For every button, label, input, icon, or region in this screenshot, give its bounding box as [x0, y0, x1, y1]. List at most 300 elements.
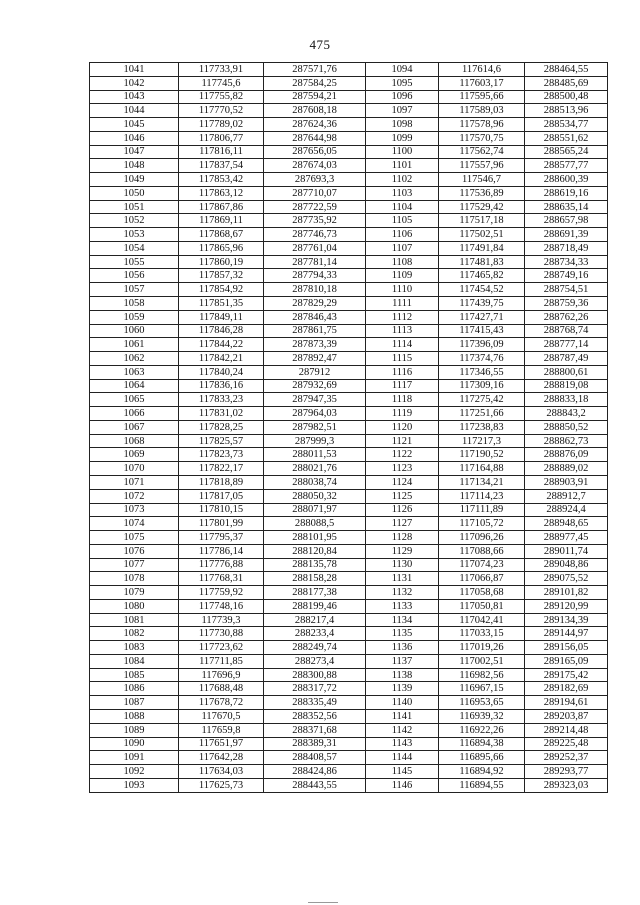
table-row: [90, 627, 608, 641]
table-row: [90, 778, 608, 792]
point-number-cell: 1082: [90, 627, 179, 641]
y-coordinate-cell: 288249,74: [264, 641, 366, 655]
x-coordinate-cell: 117801,99: [179, 517, 264, 531]
y-coordinate-cell: 288718,49: [525, 241, 608, 255]
point-number-cell: 1100: [366, 145, 439, 159]
y-coordinate-cell: 287873,39: [264, 338, 366, 352]
x-coordinate-cell: 117651,97: [179, 737, 264, 751]
y-coordinate-cell: 288317,72: [264, 682, 366, 696]
x-coordinate-cell: 117164,88: [439, 462, 525, 476]
point-number-cell: 1090: [90, 737, 179, 751]
y-coordinate-cell: 288577,77: [525, 159, 608, 173]
table-row: [90, 503, 608, 517]
point-number-cell: 1116: [366, 365, 439, 379]
x-coordinate-cell: 116939,32: [439, 709, 525, 723]
point-number-cell: 1138: [366, 668, 439, 682]
table-row: [90, 241, 608, 255]
x-coordinate-cell: 117642,28: [179, 751, 264, 765]
x-coordinate-cell: 117795,37: [179, 531, 264, 545]
y-coordinate-cell: 288734,33: [525, 255, 608, 269]
y-coordinate-cell: 289203,87: [525, 709, 608, 723]
x-coordinate-cell: 116922,26: [439, 723, 525, 737]
y-coordinate-cell: 288158,28: [264, 572, 366, 586]
point-number-cell: 1130: [366, 558, 439, 572]
point-number-cell: 1067: [90, 420, 179, 434]
y-coordinate-cell: 288635,14: [525, 200, 608, 214]
x-coordinate-cell: 117828,25: [179, 420, 264, 434]
x-coordinate-cell: 117546,7: [439, 173, 525, 187]
table-row: [90, 517, 608, 531]
table-row: [90, 613, 608, 627]
y-coordinate-cell: 288843,2: [525, 407, 608, 421]
y-coordinate-cell: 288889,02: [525, 462, 608, 476]
point-number-cell: 1056: [90, 269, 179, 283]
table-row: [90, 269, 608, 283]
x-coordinate-cell: 117770,52: [179, 104, 264, 118]
y-coordinate-cell: 288903,91: [525, 475, 608, 489]
x-coordinate-cell: 117042,41: [439, 613, 525, 627]
point-number-cell: 1106: [366, 228, 439, 242]
x-coordinate-cell: 117789,02: [179, 118, 264, 132]
table-row: [90, 118, 608, 132]
point-number-cell: 1104: [366, 200, 439, 214]
x-coordinate-cell: 117557,96: [439, 159, 525, 173]
y-coordinate-cell: 288071,97: [264, 503, 366, 517]
x-coordinate-cell: 117050,81: [439, 599, 525, 613]
point-number-cell: 1068: [90, 434, 179, 448]
y-coordinate-cell: 288424,86: [264, 765, 366, 779]
point-number-cell: 1080: [90, 599, 179, 613]
point-number-cell: 1124: [366, 475, 439, 489]
point-number-cell: 1053: [90, 228, 179, 242]
x-coordinate-cell: 117730,88: [179, 627, 264, 641]
y-coordinate-cell: 288199,46: [264, 599, 366, 613]
table-row: [90, 751, 608, 765]
y-coordinate-cell: 287999,3: [264, 434, 366, 448]
x-coordinate-cell: 117134,21: [439, 475, 525, 489]
y-coordinate-cell: 287656,05: [264, 145, 366, 159]
table-row: [90, 283, 608, 297]
y-coordinate-cell: 288011,53: [264, 448, 366, 462]
y-coordinate-cell: 288948,65: [525, 517, 608, 531]
point-number-cell: 1099: [366, 131, 439, 145]
x-coordinate-cell: 117825,57: [179, 434, 264, 448]
table-row: [90, 159, 608, 173]
y-coordinate-cell: 287674,03: [264, 159, 366, 173]
coordinates-table: [89, 62, 608, 793]
x-coordinate-cell: 117867,86: [179, 200, 264, 214]
point-number-cell: 1134: [366, 613, 439, 627]
y-coordinate-cell: 288534,77: [525, 118, 608, 132]
y-coordinate-cell: 288749,16: [525, 269, 608, 283]
y-coordinate-cell: 289175,42: [525, 668, 608, 682]
table-row: [90, 448, 608, 462]
table-row: [90, 654, 608, 668]
table-row: [90, 90, 608, 104]
y-coordinate-cell: 289214,48: [525, 723, 608, 737]
point-number-cell: 1128: [366, 531, 439, 545]
x-coordinate-cell: 117396,09: [439, 338, 525, 352]
table-row: [90, 668, 608, 682]
y-coordinate-cell: 288088,5: [264, 517, 366, 531]
table-row: [90, 352, 608, 366]
table-row: [90, 310, 608, 324]
table-row: [90, 379, 608, 393]
table-row: [90, 682, 608, 696]
x-coordinate-cell: 117759,92: [179, 586, 264, 600]
point-number-cell: 1098: [366, 118, 439, 132]
point-number-cell: 1042: [90, 76, 179, 90]
y-coordinate-cell: 288038,74: [264, 475, 366, 489]
y-coordinate-cell: 288135,78: [264, 558, 366, 572]
table-row: [90, 737, 608, 751]
point-number-cell: 1092: [90, 765, 179, 779]
point-number-cell: 1132: [366, 586, 439, 600]
y-coordinate-cell: 289101,82: [525, 586, 608, 600]
x-coordinate-cell: 117831,02: [179, 407, 264, 421]
point-number-cell: 1047: [90, 145, 179, 159]
point-number-cell: 1114: [366, 338, 439, 352]
point-number-cell: 1066: [90, 407, 179, 421]
y-coordinate-cell: 288300,88: [264, 668, 366, 682]
point-number-cell: 1054: [90, 241, 179, 255]
x-coordinate-cell: 117074,23: [439, 558, 525, 572]
x-coordinate-cell: 117806,77: [179, 131, 264, 145]
x-coordinate-cell: 117833,23: [179, 393, 264, 407]
point-number-cell: 1111: [366, 297, 439, 311]
y-coordinate-cell: 287892,47: [264, 352, 366, 366]
table-row: [90, 586, 608, 600]
point-number-cell: 1139: [366, 682, 439, 696]
point-number-cell: 1119: [366, 407, 439, 421]
table-row: [90, 63, 608, 77]
y-coordinate-cell: 288876,09: [525, 448, 608, 462]
y-coordinate-cell: 287761,04: [264, 241, 366, 255]
x-coordinate-cell: 117058,68: [439, 586, 525, 600]
y-coordinate-cell: 288513,96: [525, 104, 608, 118]
x-coordinate-cell: 117114,23: [439, 489, 525, 503]
point-number-cell: 1065: [90, 393, 179, 407]
y-coordinate-cell: 287932,69: [264, 379, 366, 393]
x-coordinate-cell: 117562,74: [439, 145, 525, 159]
x-coordinate-cell: 116982,56: [439, 668, 525, 682]
point-number-cell: 1088: [90, 709, 179, 723]
y-coordinate-cell: 287982,51: [264, 420, 366, 434]
y-coordinate-cell: 288565,24: [525, 145, 608, 159]
y-coordinate-cell: 288273,4: [264, 654, 366, 668]
x-coordinate-cell: 117869,11: [179, 214, 264, 228]
y-coordinate-cell: 289293,77: [525, 765, 608, 779]
y-coordinate-cell: 288833,18: [525, 393, 608, 407]
table-row: [90, 393, 608, 407]
y-coordinate-cell: 287608,18: [264, 104, 366, 118]
table-row: [90, 173, 608, 187]
x-coordinate-cell: 117853,42: [179, 173, 264, 187]
point-number-cell: 1059: [90, 310, 179, 324]
x-coordinate-cell: 117415,43: [439, 324, 525, 338]
point-number-cell: 1057: [90, 283, 179, 297]
y-coordinate-cell: 288551,62: [525, 131, 608, 145]
point-number-cell: 1045: [90, 118, 179, 132]
page-number: 475: [309, 37, 331, 52]
point-number-cell: 1109: [366, 269, 439, 283]
x-coordinate-cell: 117190,52: [439, 448, 525, 462]
x-coordinate-cell: 116894,38: [439, 737, 525, 751]
x-coordinate-cell: 117634,03: [179, 765, 264, 779]
point-number-cell: 1112: [366, 310, 439, 324]
y-coordinate-cell: 287693,3: [264, 173, 366, 187]
y-coordinate-cell: 288371,68: [264, 723, 366, 737]
y-coordinate-cell: 288217,4: [264, 613, 366, 627]
y-coordinate-cell: 287571,76: [264, 63, 366, 77]
point-number-cell: 1058: [90, 297, 179, 311]
x-coordinate-cell: 117860,19: [179, 255, 264, 269]
point-number-cell: 1126: [366, 503, 439, 517]
point-number-cell: 1046: [90, 131, 179, 145]
coordinates-table-body: [90, 63, 608, 793]
y-coordinate-cell: 289252,37: [525, 751, 608, 765]
y-coordinate-cell: 287710,07: [264, 186, 366, 200]
y-coordinate-cell: 289225,48: [525, 737, 608, 751]
x-coordinate-cell: 117863,12: [179, 186, 264, 200]
point-number-cell: 1049: [90, 173, 179, 187]
table-row: [90, 572, 608, 586]
x-coordinate-cell: 117816,11: [179, 145, 264, 159]
x-coordinate-cell: 117840,24: [179, 365, 264, 379]
x-coordinate-cell: 117614,6: [439, 63, 525, 77]
table-row: [90, 214, 608, 228]
point-number-cell: 1140: [366, 696, 439, 710]
point-number-cell: 1073: [90, 503, 179, 517]
point-number-cell: 1094: [366, 63, 439, 77]
x-coordinate-cell: 117836,16: [179, 379, 264, 393]
y-coordinate-cell: 288021,76: [264, 462, 366, 476]
table-row: [90, 462, 608, 476]
x-coordinate-cell: 117454,52: [439, 283, 525, 297]
x-coordinate-cell: 117019,26: [439, 641, 525, 655]
point-number-cell: 1043: [90, 90, 179, 104]
table-row: [90, 558, 608, 572]
y-coordinate-cell: 288352,56: [264, 709, 366, 723]
y-coordinate-cell: 288101,95: [264, 531, 366, 545]
point-number-cell: 1072: [90, 489, 179, 503]
table-row: [90, 76, 608, 90]
point-number-cell: 1074: [90, 517, 179, 531]
x-coordinate-cell: 117846,28: [179, 324, 264, 338]
y-coordinate-cell: 288485,69: [525, 76, 608, 90]
y-coordinate-cell: 289134,39: [525, 613, 608, 627]
table-row: [90, 641, 608, 655]
y-coordinate-cell: 287594,21: [264, 90, 366, 104]
y-coordinate-cell: 287912: [264, 365, 366, 379]
x-coordinate-cell: 117776,88: [179, 558, 264, 572]
point-number-cell: 1129: [366, 544, 439, 558]
y-coordinate-cell: 287735,92: [264, 214, 366, 228]
point-number-cell: 1142: [366, 723, 439, 737]
table-row: [90, 297, 608, 311]
point-number-cell: 1041: [90, 63, 179, 77]
y-coordinate-cell: 288657,98: [525, 214, 608, 228]
y-coordinate-cell: 289048,86: [525, 558, 608, 572]
x-coordinate-cell: 117536,89: [439, 186, 525, 200]
point-number-cell: 1127: [366, 517, 439, 531]
y-coordinate-cell: 288335,49: [264, 696, 366, 710]
point-number-cell: 1121: [366, 434, 439, 448]
table-row: [90, 200, 608, 214]
x-coordinate-cell: 117755,82: [179, 90, 264, 104]
point-number-cell: 1113: [366, 324, 439, 338]
x-coordinate-cell: 117810,15: [179, 503, 264, 517]
point-number-cell: 1086: [90, 682, 179, 696]
y-coordinate-cell: 289165,09: [525, 654, 608, 668]
table-row: [90, 255, 608, 269]
y-coordinate-cell: 288800,61: [525, 365, 608, 379]
y-coordinate-cell: 288768,74: [525, 324, 608, 338]
point-number-cell: 1136: [366, 641, 439, 655]
point-number-cell: 1050: [90, 186, 179, 200]
y-coordinate-cell: 289120,99: [525, 599, 608, 613]
x-coordinate-cell: 117723,62: [179, 641, 264, 655]
table-row: [90, 434, 608, 448]
point-number-cell: 1044: [90, 104, 179, 118]
y-coordinate-cell: 288177,38: [264, 586, 366, 600]
table-row: [90, 365, 608, 379]
x-coordinate-cell: 117088,66: [439, 544, 525, 558]
table-row: [90, 765, 608, 779]
x-coordinate-cell: 117739,3: [179, 613, 264, 627]
x-coordinate-cell: 117374,76: [439, 352, 525, 366]
x-coordinate-cell: 117851,35: [179, 297, 264, 311]
table-row: [90, 531, 608, 545]
x-coordinate-cell: 117818,89: [179, 475, 264, 489]
point-number-cell: 1131: [366, 572, 439, 586]
point-number-cell: 1125: [366, 489, 439, 503]
y-coordinate-cell: 287846,43: [264, 310, 366, 324]
x-coordinate-cell: 117439,75: [439, 297, 525, 311]
point-number-cell: 1052: [90, 214, 179, 228]
point-number-cell: 1075: [90, 531, 179, 545]
y-coordinate-cell: 287584,25: [264, 76, 366, 90]
y-coordinate-cell: 288233,4: [264, 627, 366, 641]
x-coordinate-cell: 117768,31: [179, 572, 264, 586]
table-row: [90, 723, 608, 737]
table-row: [90, 544, 608, 558]
y-coordinate-cell: 288120,84: [264, 544, 366, 558]
x-coordinate-cell: 117670,5: [179, 709, 264, 723]
y-coordinate-cell: 287810,18: [264, 283, 366, 297]
x-coordinate-cell: 117595,66: [439, 90, 525, 104]
table-row: [90, 145, 608, 159]
point-number-cell: 1103: [366, 186, 439, 200]
point-number-cell: 1095: [366, 76, 439, 90]
x-coordinate-cell: 117844,22: [179, 338, 264, 352]
y-coordinate-cell: 288862,73: [525, 434, 608, 448]
y-coordinate-cell: 287861,75: [264, 324, 366, 338]
table-row: [90, 338, 608, 352]
y-coordinate-cell: 288819,08: [525, 379, 608, 393]
y-coordinate-cell: 287722,59: [264, 200, 366, 214]
y-coordinate-cell: 287624,36: [264, 118, 366, 132]
y-coordinate-cell: 288912,7: [525, 489, 608, 503]
x-coordinate-cell: 117822,17: [179, 462, 264, 476]
y-coordinate-cell: 288443,55: [264, 778, 366, 792]
y-coordinate-cell: 287947,35: [264, 393, 366, 407]
point-number-cell: 1064: [90, 379, 179, 393]
y-coordinate-cell: 289075,52: [525, 572, 608, 586]
point-number-cell: 1110: [366, 283, 439, 297]
y-coordinate-cell: 288762,26: [525, 310, 608, 324]
point-number-cell: 1081: [90, 613, 179, 627]
table-row: [90, 131, 608, 145]
x-coordinate-cell: 117275,42: [439, 393, 525, 407]
point-number-cell: 1048: [90, 159, 179, 173]
y-coordinate-cell: 289182,69: [525, 682, 608, 696]
y-coordinate-cell: 288389,31: [264, 737, 366, 751]
point-number-cell: 1069: [90, 448, 179, 462]
point-number-cell: 1071: [90, 475, 179, 489]
x-coordinate-cell: 117817,05: [179, 489, 264, 503]
point-number-cell: 1135: [366, 627, 439, 641]
x-coordinate-cell: 117105,72: [439, 517, 525, 531]
x-coordinate-cell: 117465,82: [439, 269, 525, 283]
x-coordinate-cell: 117529,42: [439, 200, 525, 214]
table-row: [90, 228, 608, 242]
point-number-cell: 1096: [366, 90, 439, 104]
point-number-cell: 1143: [366, 737, 439, 751]
y-coordinate-cell: 287644,98: [264, 131, 366, 145]
point-number-cell: 1123: [366, 462, 439, 476]
x-coordinate-cell: 117659,8: [179, 723, 264, 737]
y-coordinate-cell: 287964,03: [264, 407, 366, 421]
x-coordinate-cell: 117865,96: [179, 241, 264, 255]
point-number-cell: 1051: [90, 200, 179, 214]
point-number-cell: 1077: [90, 558, 179, 572]
y-coordinate-cell: 288619,16: [525, 186, 608, 200]
y-coordinate-cell: 288924,4: [525, 503, 608, 517]
x-coordinate-cell: 117033,15: [439, 627, 525, 641]
point-number-cell: 1097: [366, 104, 439, 118]
x-coordinate-cell: 117481,83: [439, 255, 525, 269]
x-coordinate-cell: 117678,72: [179, 696, 264, 710]
x-coordinate-cell: 117517,18: [439, 214, 525, 228]
point-number-cell: 1118: [366, 393, 439, 407]
x-coordinate-cell: 116894,92: [439, 765, 525, 779]
y-coordinate-cell: 289011,74: [525, 544, 608, 558]
y-coordinate-cell: 288691,39: [525, 228, 608, 242]
y-coordinate-cell: 288754,51: [525, 283, 608, 297]
point-number-cell: 1120: [366, 420, 439, 434]
point-number-cell: 1133: [366, 599, 439, 613]
point-number-cell: 1107: [366, 241, 439, 255]
table-row: [90, 709, 608, 723]
x-coordinate-cell: 117309,16: [439, 379, 525, 393]
point-number-cell: 1137: [366, 654, 439, 668]
y-coordinate-cell: 288777,14: [525, 338, 608, 352]
x-coordinate-cell: 117217,3: [439, 434, 525, 448]
x-coordinate-cell: 116953,65: [439, 696, 525, 710]
y-coordinate-cell: 288500,48: [525, 90, 608, 104]
x-coordinate-cell: 117786,14: [179, 544, 264, 558]
y-coordinate-cell: 289144,97: [525, 627, 608, 641]
y-coordinate-cell: 287794,33: [264, 269, 366, 283]
x-coordinate-cell: 117748,16: [179, 599, 264, 613]
y-coordinate-cell: 289156,05: [525, 641, 608, 655]
y-coordinate-cell: 287829,29: [264, 297, 366, 311]
y-coordinate-cell: 287781,14: [264, 255, 366, 269]
point-number-cell: 1060: [90, 324, 179, 338]
point-number-cell: 1079: [90, 586, 179, 600]
y-coordinate-cell: 288759,36: [525, 297, 608, 311]
